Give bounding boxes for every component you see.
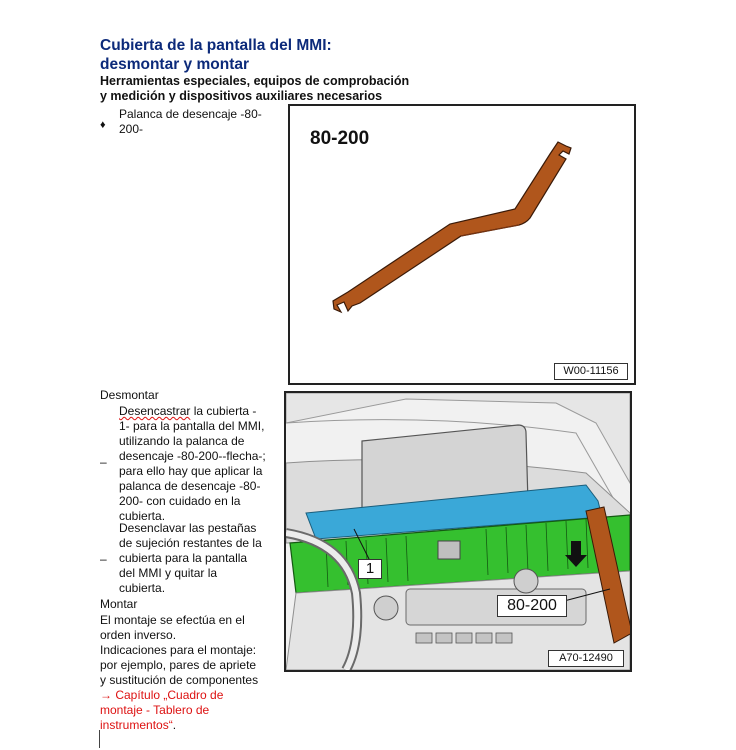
tool-figure — [288, 104, 636, 385]
tools-heading — [100, 74, 430, 104]
step-1-keyword: Desencastrar — [119, 404, 191, 418]
link-suffix: . — [172, 718, 177, 732]
dashboard-illustration — [286, 393, 630, 670]
step-2-line-2: cubierta para la pantalla — [119, 551, 248, 565]
step-1-line-2: utilizando la palanca de — [119, 434, 245, 448]
step-1-line-3: desencaje -80-200--flecha-; — [119, 449, 266, 463]
link-line-1[interactable]: → Capítulo „Cuadro de — [100, 688, 224, 702]
link-line-2[interactable]: montaje - Tablero de — [100, 703, 210, 717]
step-1-text — [119, 404, 279, 524]
tools-heading-line-2: y medición y dispositivos auxiliares necesarios — [100, 89, 383, 103]
tool-item-line-1: Palanca de desencaje -80- — [119, 107, 262, 121]
pry-tool-illustration — [290, 106, 634, 383]
step-1-line-4: para ello hay que aplicar la — [119, 464, 263, 478]
section-remove: Desmontar — [100, 388, 159, 402]
chapter-link[interactable] — [100, 688, 280, 733]
assembly-notes — [100, 643, 280, 688]
page-title — [100, 36, 430, 74]
step-1-dash: – — [100, 455, 107, 469]
callout-1: 1 — [358, 559, 382, 579]
link-line-3[interactable]: instrumentos“ — [100, 718, 173, 732]
title-line-1: Cubierta de la pantalla del MMI: — [100, 37, 332, 54]
step-1-line-1: 1- para la pantalla del MMI, — [119, 419, 265, 433]
section-install: Montar — [100, 597, 138, 611]
step-2-line-4: cubierta. — [119, 581, 166, 595]
step-1-line-0: la cubierta - — [190, 404, 257, 418]
step-1-line-6: 200- con cuidado en la — [119, 494, 241, 508]
bullet-diamond-icon: ♦ — [100, 119, 106, 131]
step-2-line-3: del MMI y quitar la — [119, 566, 218, 580]
title-line-2: desmontar y montar — [100, 56, 250, 73]
tools-heading-line-1: Herramientas especiales, equipos de comprobación — [100, 74, 410, 88]
step-2-line-1: de sujeción restantes de la — [119, 536, 262, 550]
install-line-1: El montaje se efectúa en el — [100, 613, 245, 627]
dashboard-figure — [284, 391, 632, 672]
dashboard-tool-label: 80-200 — [497, 595, 567, 617]
tool-figure-ref: W00-11156 — [554, 363, 628, 380]
install-text — [100, 613, 280, 643]
step-2-line-0: Desenclavar las pestañas — [119, 521, 257, 535]
text-cursor — [99, 730, 100, 748]
notes-line-3: y sustitución de componentes — [100, 673, 259, 687]
notes-line-1: Indicaciones para el montaje: — [100, 643, 257, 657]
tool-figure-label: 80-200 — [310, 128, 370, 149]
notes-line-2: por ejemplo, pares de apriete — [100, 658, 257, 672]
dashboard-figure-ref: A70-12490 — [548, 650, 624, 667]
step-2-text — [119, 521, 279, 596]
tool-item-line-2: 200- — [119, 122, 144, 136]
step-2-dash: – — [100, 552, 107, 566]
step-1-line-7: cubierta. — [119, 509, 166, 523]
step-1-line-5: palanca de desencaje -80- — [119, 479, 261, 493]
install-line-2: orden inverso. — [100, 628, 177, 642]
tool-item — [119, 107, 279, 137]
